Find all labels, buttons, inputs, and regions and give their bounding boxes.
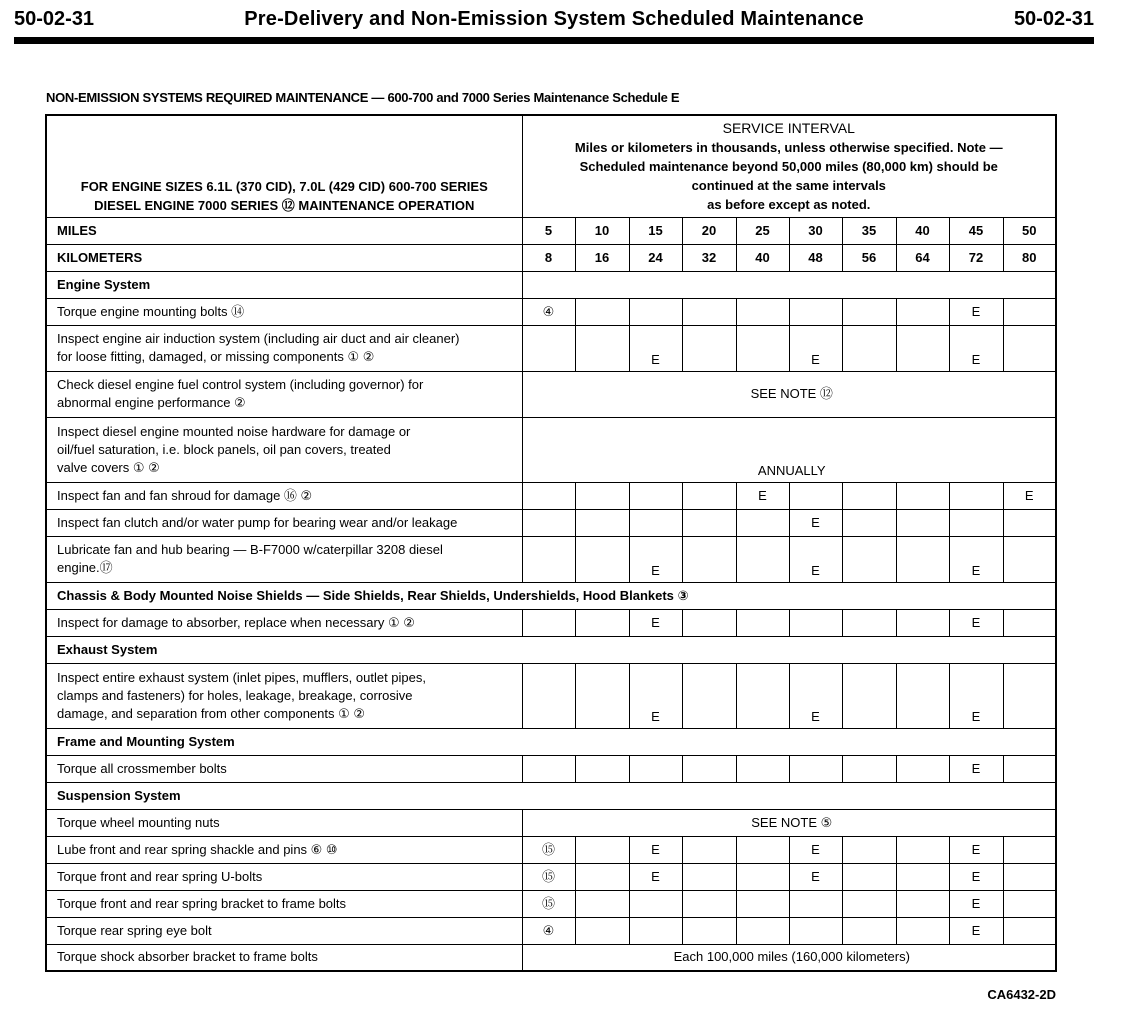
km-cell: 32 <box>682 244 736 271</box>
interval-cell <box>896 298 949 325</box>
row-description <box>46 417 522 482</box>
interval-cell: E <box>629 536 682 582</box>
row-description <box>46 663 522 728</box>
miles-cell: 30 <box>789 217 842 244</box>
section-row-exhaust <box>46 636 1056 663</box>
interval-cell <box>522 663 575 728</box>
miles-cell: 25 <box>736 217 789 244</box>
miles-row <box>46 217 1056 244</box>
interval-cell <box>789 917 842 944</box>
row-description: Torque all crossmember bolts <box>46 755 522 782</box>
interval-cell <box>736 536 789 582</box>
table-row <box>46 298 1056 325</box>
interval-cell <box>682 890 736 917</box>
km-cell: 56 <box>842 244 896 271</box>
miles-cell: 50 <box>1003 217 1056 244</box>
row-description-line: Inspect entire exhaust system (inlet pipes, mufflers, outlet pipes, <box>57 669 426 685</box>
figure-code: CA6432-2D <box>987 987 1056 1002</box>
interval-cell: ⑮ <box>522 836 575 863</box>
row-description: Inspect for damage to absorber, replace when necessary ① ② <box>46 609 522 636</box>
interval-cell: ④ <box>522 917 575 944</box>
interval-cell <box>842 755 896 782</box>
interval-cell <box>1003 917 1056 944</box>
row-description-line: engine.⑰ <box>57 560 113 575</box>
km-cell: 64 <box>896 244 949 271</box>
section-row-frame <box>46 728 1056 755</box>
km-cell: 48 <box>789 244 842 271</box>
table-row <box>46 944 1056 971</box>
page-number-right: 50-02-31 <box>1013 8 1094 30</box>
interval-cell: E <box>789 663 842 728</box>
interval-cell <box>629 482 682 509</box>
service-interval-desc-1: Miles or kilometers in thousands, unless otherwise specified. Note — <box>574 140 1003 155</box>
interval-cell <box>1003 536 1056 582</box>
page-header <box>14 6 1094 38</box>
interval-cell: E <box>736 482 789 509</box>
interval-cell <box>789 609 842 636</box>
interval-cell <box>575 836 629 863</box>
section-row-chassis <box>46 582 1056 609</box>
km-cell: 24 <box>629 244 682 271</box>
interval-cell <box>682 609 736 636</box>
miles-cell: 20 <box>682 217 736 244</box>
interval-cell: E <box>949 298 1003 325</box>
interval-cell <box>896 890 949 917</box>
page-number-left: 50-02-31 <box>14 8 95 30</box>
interval-cell <box>896 863 949 890</box>
interval-cell <box>789 482 842 509</box>
interval-cell <box>842 663 896 728</box>
interval-cell <box>896 917 949 944</box>
interval-cell: E <box>789 509 842 536</box>
interval-cell <box>682 509 736 536</box>
interval-cell <box>1003 890 1056 917</box>
service-interval-desc-2: Scheduled maintenance beyond 50,000 miles (80,000 km) should be <box>579 159 998 174</box>
interval-cell: ④ <box>522 298 575 325</box>
section-title: Exhaust System <box>46 636 1056 663</box>
interval-cell <box>575 482 629 509</box>
see-note-cell: SEE NOTE ⑫ <box>522 371 1056 417</box>
miles-cell: 10 <box>575 217 629 244</box>
row-description <box>46 536 522 582</box>
interval-cell <box>736 836 789 863</box>
interval-cell: E <box>949 755 1003 782</box>
interval-cell <box>682 298 736 325</box>
interval-cell <box>736 755 789 782</box>
interval-cell: E <box>949 325 1003 371</box>
interval-cell <box>842 890 896 917</box>
interval-cell: E <box>789 325 842 371</box>
interval-cell <box>842 298 896 325</box>
interval-note-cell: Each 100,000 miles (160,000 kilometers) <box>522 944 1056 971</box>
interval-cell <box>896 482 949 509</box>
table-row <box>46 863 1056 890</box>
section-title: Suspension System <box>46 782 1056 809</box>
interval-cell <box>842 863 896 890</box>
row-description-line: damage, and separation from other components ① ② <box>57 705 366 721</box>
km-cell: 16 <box>575 244 629 271</box>
interval-cell: E <box>949 536 1003 582</box>
row-description: Inspect fan clutch and/or water pump for bearing wear and/or leakage <box>46 509 522 536</box>
interval-cell <box>682 917 736 944</box>
row-description: Inspect fan and fan shroud for damage ⑯ ② <box>46 482 522 509</box>
interval-cell <box>1003 663 1056 728</box>
interval-cell <box>896 536 949 582</box>
interval-cell <box>842 325 896 371</box>
section-title: Engine System <box>46 271 522 298</box>
interval-cell: ⑮ <box>522 863 575 890</box>
table-row <box>46 836 1056 863</box>
interval-cell: E <box>949 663 1003 728</box>
interval-cell <box>896 755 949 782</box>
service-interval-title: SERVICE INTERVAL <box>722 120 855 136</box>
km-cell: 40 <box>736 244 789 271</box>
row-description: Torque rear spring eye bolt <box>46 917 522 944</box>
interval-cell: E <box>629 609 682 636</box>
table-row <box>46 371 1056 417</box>
km-cell: 72 <box>949 244 1003 271</box>
kilometers-row <box>46 244 1056 271</box>
interval-cell: E <box>949 836 1003 863</box>
interval-cell <box>575 863 629 890</box>
interval-cell: E <box>1003 482 1056 509</box>
interval-cell <box>1003 863 1056 890</box>
interval-cell <box>949 509 1003 536</box>
page-title: Pre-Delivery and Non-Emission System Scheduled Maintenance <box>244 8 864 30</box>
interval-cell <box>1003 609 1056 636</box>
interval-cell <box>736 917 789 944</box>
row-description-line: Check diesel engine fuel control system (including governor) for <box>57 377 424 392</box>
interval-cell: E <box>629 325 682 371</box>
section-blank <box>522 271 1056 298</box>
table-row <box>46 917 1056 944</box>
interval-cell <box>842 836 896 863</box>
interval-cell <box>736 609 789 636</box>
row-description: Lube front and rear spring shackle and pins ⑥ ⑩ <box>46 836 522 863</box>
interval-cell: E <box>949 890 1003 917</box>
interval-cell <box>842 482 896 509</box>
row-description: Torque wheel mounting nuts <box>46 809 522 836</box>
row-description-line: abnormal engine performance ② <box>57 395 246 410</box>
interval-cell <box>575 890 629 917</box>
row-description-line: Inspect engine air induction system (including air duct and air cleaner) <box>57 331 460 346</box>
row-description-line: valve covers ① ② <box>57 459 160 475</box>
annually-cell: ANNUALLY <box>522 417 1056 482</box>
interval-cell <box>522 755 575 782</box>
section-row-suspension <box>46 782 1056 809</box>
interval-cell <box>1003 298 1056 325</box>
row-description-line: Inspect diesel engine mounted noise hardware for damage or <box>57 423 411 439</box>
interval-cell <box>1003 836 1056 863</box>
interval-cell: E <box>629 863 682 890</box>
interval-cell <box>896 663 949 728</box>
interval-cell <box>842 536 896 582</box>
interval-cell <box>736 298 789 325</box>
miles-cell: 5 <box>522 217 575 244</box>
interval-cell <box>736 325 789 371</box>
interval-cell <box>1003 325 1056 371</box>
miles-cell: 35 <box>842 217 896 244</box>
row-description-line: for loose fitting, damaged, or missing components ① ② <box>57 349 375 364</box>
interval-cell: E <box>629 836 682 863</box>
see-note-cell: SEE NOTE ⑤ <box>522 809 1056 836</box>
header-rule <box>14 37 1094 44</box>
interval-cell <box>736 863 789 890</box>
interval-cell <box>896 836 949 863</box>
service-interval-desc-3: continued at the same intervals <box>691 178 886 193</box>
interval-cell <box>522 325 575 371</box>
service-interval-desc-4: as before except as noted. <box>707 197 871 212</box>
interval-cell <box>736 663 789 728</box>
interval-cell: E <box>949 609 1003 636</box>
maintenance-schedule-table <box>45 114 1057 972</box>
interval-cell <box>629 890 682 917</box>
table-row <box>46 609 1056 636</box>
table-row <box>46 325 1056 371</box>
interval-cell: ⑮ <box>522 890 575 917</box>
row-description: Torque front and rear spring U-bolts <box>46 863 522 890</box>
row-description: Torque front and rear spring bracket to frame bolts <box>46 890 522 917</box>
service-interval-header <box>522 115 1056 217</box>
interval-cell <box>736 890 789 917</box>
row-description-line: clamps and fasteners) for holes, leakage, breakage, corrosive <box>57 687 413 703</box>
table-caption: NON-EMISSION SYSTEMS REQUIRED MAINTENANCE — 600-700 and 7000 Series Maintenance Schedule E <box>46 90 680 105</box>
row-description <box>46 371 522 417</box>
operation-header: FOR ENGINE SIZES 6.1L (370 CID), 7.0L (429 CID) 600-700 SERIES DIESEL ENGINE 7000 SERIES ⑫ MAINTENANCE OPERATION <box>46 115 522 217</box>
miles-cell: 15 <box>629 217 682 244</box>
interval-cell <box>1003 755 1056 782</box>
interval-cell <box>896 509 949 536</box>
interval-cell <box>575 609 629 636</box>
interval-cell <box>575 536 629 582</box>
interval-cell: E <box>629 663 682 728</box>
interval-cell <box>629 755 682 782</box>
interval-cell <box>1003 509 1056 536</box>
interval-cell <box>682 863 736 890</box>
table-row <box>46 509 1056 536</box>
interval-cell: E <box>949 917 1003 944</box>
interval-cell <box>682 755 736 782</box>
interval-cell <box>949 482 1003 509</box>
miles-cell: 45 <box>949 217 1003 244</box>
interval-cell <box>522 509 575 536</box>
interval-cell: E <box>789 536 842 582</box>
km-cell: 8 <box>522 244 575 271</box>
interval-cell <box>575 325 629 371</box>
interval-cell <box>896 325 949 371</box>
interval-cell <box>575 298 629 325</box>
miles-label: MILES <box>46 217 522 244</box>
kilometers-label: KILOMETERS <box>46 244 522 271</box>
interval-cell <box>842 509 896 536</box>
interval-cell <box>629 917 682 944</box>
interval-cell <box>629 298 682 325</box>
miles-cell: 40 <box>896 217 949 244</box>
interval-cell <box>575 917 629 944</box>
table-row <box>46 482 1056 509</box>
interval-cell: E <box>949 863 1003 890</box>
row-description: Torque engine mounting bolts ⑭ <box>46 298 522 325</box>
row-description <box>46 325 522 371</box>
row-description-line: Lubricate fan and hub bearing — B-F7000 w/caterpillar 3208 diesel <box>57 542 443 557</box>
km-cell: 80 <box>1003 244 1056 271</box>
interval-cell <box>575 755 629 782</box>
interval-cell <box>575 663 629 728</box>
interval-cell <box>522 482 575 509</box>
interval-cell <box>842 917 896 944</box>
table-row <box>46 536 1056 582</box>
table-row <box>46 890 1056 917</box>
section-title: Chassis & Body Mounted Noise Shields — Side Shields, Rear Shields, Undershields, Hood Blankets ③ <box>46 582 1056 609</box>
table-row <box>46 809 1056 836</box>
table-row <box>46 663 1056 728</box>
section-title: Frame and Mounting System <box>46 728 1056 755</box>
interval-cell <box>789 755 842 782</box>
interval-cell <box>789 890 842 917</box>
interval-cell <box>522 609 575 636</box>
section-row-engine <box>46 271 1056 298</box>
interval-cell <box>896 609 949 636</box>
interval-cell: E <box>789 836 842 863</box>
interval-cell <box>789 298 842 325</box>
table-row <box>46 417 1056 482</box>
interval-cell <box>575 509 629 536</box>
interval-cell <box>629 509 682 536</box>
row-description: Torque shock absorber bracket to frame bolts <box>46 944 522 971</box>
table-row <box>46 755 1056 782</box>
interval-cell <box>682 536 736 582</box>
interval-cell <box>842 609 896 636</box>
interval-cell <box>522 536 575 582</box>
interval-cell <box>682 836 736 863</box>
interval-cell: E <box>789 863 842 890</box>
interval-cell <box>682 325 736 371</box>
interval-cell <box>682 482 736 509</box>
interval-cell <box>682 663 736 728</box>
row-description-line: oil/fuel saturation, i.e. block panels, oil pan covers, treated <box>57 441 391 457</box>
interval-cell <box>736 509 789 536</box>
